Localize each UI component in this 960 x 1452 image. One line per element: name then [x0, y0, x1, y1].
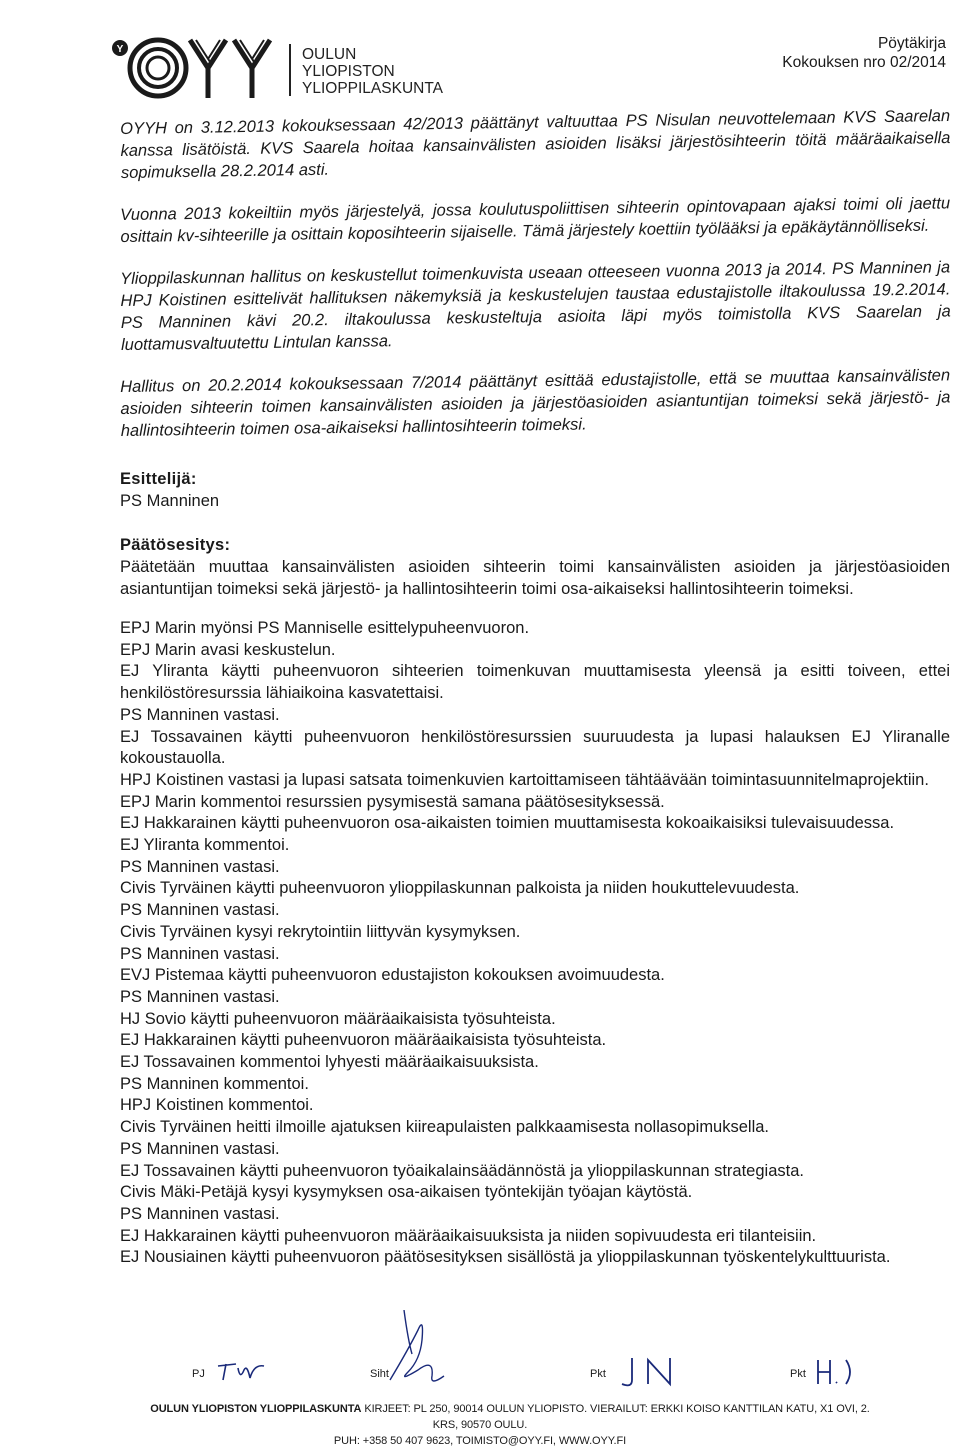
document-header — [782, 34, 946, 72]
pkt1-initials-signature — [618, 1354, 688, 1390]
proposal-section — [120, 534, 950, 600]
discussion-item: HPJ Koistinen vastasi ja lupasi satsata toimenkuvien kartoittamiseen tähtäävään toimintasuunnitelmaprojektiin. — [120, 770, 929, 789]
discussion-item: Civis Tyrväinen heitti ilmoille ajatuksen kiireapulaisten palkkaamisesta nollasopimuksella. — [120, 1118, 770, 1137]
intro-paragraph-1: OYYH on 3.12.2013 kokouksessaan 42/2013 päättänyt valtuuttaa PS Nisulan neuvottelemaan KVS Saarelan kanssa lisätöistä. KVS Saarela hoitaa kansainvälisten asioiden lisäksi järjestösihteerin töitä määräaikaisella sopimuksella 28.2.2014 asti. — [120, 106, 951, 182]
discussion-item: EVJ Pistemaa käytti puheenvuoron edustajiston kokouksen avoimuudesta. — [120, 966, 665, 985]
presenter-name: PS Manninen — [120, 492, 220, 510]
discussion-log — [120, 618, 950, 1269]
discussion-item: EJ Hakkarainen käytti puheenvuoron määräaikaisista työsuhteista. — [120, 1031, 607, 1050]
presenter-heading: Esittelijä: — [120, 470, 197, 488]
footer-org: OULUN YLIOPISTON YLIOPPILASKUNTA — [150, 1403, 362, 1415]
pj-initials-signature — [214, 1358, 270, 1384]
discussion-item: EJ Hakkarainen käytti puheenvuoron osa-aikaisten toimien muuttamisesta kokoaikaisiksi tulevaisuudessa. — [120, 814, 895, 833]
discussion-item: PS Manninen vastasi. — [120, 857, 280, 876]
discussion-item: EPJ Marin kommentoi resurssien pysymisestä samana päätösesityksessä. — [120, 792, 665, 811]
discussion-item: EJ Tossavainen käytti puheenvuoron työaikalainsäädännöstä ja ylioppilaskunnan strategiasta. — [120, 1161, 804, 1180]
logo-divider — [289, 44, 291, 96]
discussion-item: PS Manninen vastasi. — [120, 944, 280, 963]
sihteeri-label: Siht — [370, 1368, 389, 1380]
discussion-item: EJ Yliranta kommentoi. — [120, 836, 290, 855]
discussion-item: Civis Tyrväinen käytti puheenvuoron ylioppilaskunnan palkoista ja niiden houkuttelevuudesta. — [120, 879, 800, 898]
proposal-text: Päätetään muuttaa kansainvälisten asioiden sihteerin toimi kansainvälisten asioiden ja järjestöasioiden asiantuntijan toimeksi sekä järjestö- ja hallintosihteerin toimi osa-aikaiseksi hallintosihteerin toimeksi. — [120, 558, 950, 598]
discussion-item: EJ Tossavainen käytti puheenvuoron henkilöstöresurssien suuruudesta ja lupasi halauksen EJ Yliranalle kokoustauolla. — [120, 727, 950, 768]
intro-paragraph-4: Hallitus on 20.2.2014 kokouksessaan 7/2014 päättänyt esittää edustajistolle, että se muuttaa kansainvälisten asioiden sihteerin toimen kansainvälisten asioiden ja järjestöasioiden asiantuntijan toimeksi sekä järjestö- ja hallintosihteerin toimen osa-aikaiseksi hallintosihteerin toimeksi. — [120, 366, 951, 440]
footer-address-line — [0, 1401, 960, 1417]
discussion-item: EJ Tossavainen kommentoi lyhyesti määräaikaisuuksista. — [120, 1053, 539, 1072]
footer-address: KIRJEET: PL 250, 90014 OULUN YLIOPISTO. VIERAILUT: ERKKI KOISO KANTTILAN KATU, X1 OVI, 2. — [364, 1403, 870, 1415]
discussion-item: PS Manninen kommentoi. — [120, 1074, 309, 1093]
discussion-item: Civis Tyrväinen kysyi rekrytointiin liittyvän kysymyksen. — [120, 922, 521, 941]
signature-row — [0, 1350, 960, 1392]
document-type: Pöytäkirja — [877, 35, 946, 52]
meeting-number: Kokouksen nro 02/2014 — [782, 54, 946, 71]
discussion-item: EJ Yliranta käytti puheenvuoron sihteerien toimenkuvan muuttamisesta yleensä ja esitti toiveen, ettei henkilöstöresurssia lähiaikoina kasvatettaisi. — [120, 662, 950, 703]
pkt1-label: Pkt — [590, 1368, 606, 1380]
discussion-item: PS Manninen vastasi. — [120, 987, 280, 1006]
discussion-item: EPJ Marin myönsi PS Manniselle esittelypuheenvuoron. — [120, 619, 530, 637]
page-footer — [0, 1401, 960, 1449]
presenter-section — [120, 468, 950, 512]
discussion-item: PS Manninen vastasi. — [120, 1139, 280, 1158]
org-line-3: YLIOPPILASKUNTA — [302, 80, 443, 97]
secretary-signature — [378, 1310, 458, 1390]
discussion-item: EJ Hakkarainen käytti puheenvuoron määräaikaisuuksista ja niiden sopivuudesta eri tilanteisiin. — [120, 1226, 817, 1245]
org-name — [302, 46, 443, 97]
svg-text:Y: Y — [116, 44, 124, 55]
pkt2-initials-signature — [814, 1356, 860, 1388]
document-body — [120, 106, 951, 1269]
footer-address-line-2: KRS, 90570 OULU. — [432, 1419, 528, 1431]
discussion-item: PS Manninen vastasi. — [120, 1204, 280, 1223]
pkt2-label: Pkt — [790, 1368, 806, 1380]
discussion-item: HJ Sovio käytti puheenvuoron määräaikaisista työsuhteista. — [120, 1009, 556, 1028]
org-line-2: YLIOPISTON — [302, 63, 395, 80]
discussion-item: EJ Nousiainen käytti puheenvuoron päätösesityksen sisällöstä ja ylioppilaskunnan työskentelykulttuurista. — [120, 1248, 891, 1267]
discussion-item: PS Manninen vastasi. — [120, 901, 280, 920]
footer-contact: PUH: +358 50 407 9623, TOIMISTO@OYY.FI, WWW.OYY.FI — [333, 1435, 627, 1447]
discussion-item: PS Manninen vastasi. — [120, 705, 280, 724]
intro-paragraph-3: Ylioppilaskunnan hallitus on keskustellut toimenkuvista useaan otteeseen vuonna 2013 ja 2014. PS Manninen ja HPJ Koistinen esittelivät hallituksen näkemyksiä ja keskustelujen taustaa edustajistolle iltakoulussa 19.2.2014. PS Manninen kävi 20.2. iltakoulussa keskusteltuja asioita läpi myös toimistolla KVS Saarelan ja luottamusvaltuutettu Lintulan kanssa. — [120, 258, 951, 354]
pj-label: PJ — [192, 1368, 205, 1380]
discussion-item: EPJ Marin avasi keskustelun. — [120, 640, 336, 659]
proposal-heading: Päätösesitys: — [120, 536, 231, 554]
intro-paragraph-2: Vuonna 2013 kokeiltiin myös järjestelyä, jossa koulutuspoliittisen sihteerin opintovapaan ajaksi toimi oli jaettu osittain kv-sihteerille ja osittain koposihteerin sijaiselle. Tämä järjestely koettiin työlääksi ja epäkäytännölliseksi. — [120, 194, 951, 246]
oyy-logo-graphic — [112, 28, 292, 102]
discussion-item: HPJ Koistinen kommentoi. — [120, 1096, 314, 1115]
discussion-item: Civis Mäki-Petäjä kysyi kysymyksen osa-aikaisen työntekijän työajan käytöstä. — [120, 1183, 693, 1202]
org-line-1: OULUN — [302, 46, 357, 63]
